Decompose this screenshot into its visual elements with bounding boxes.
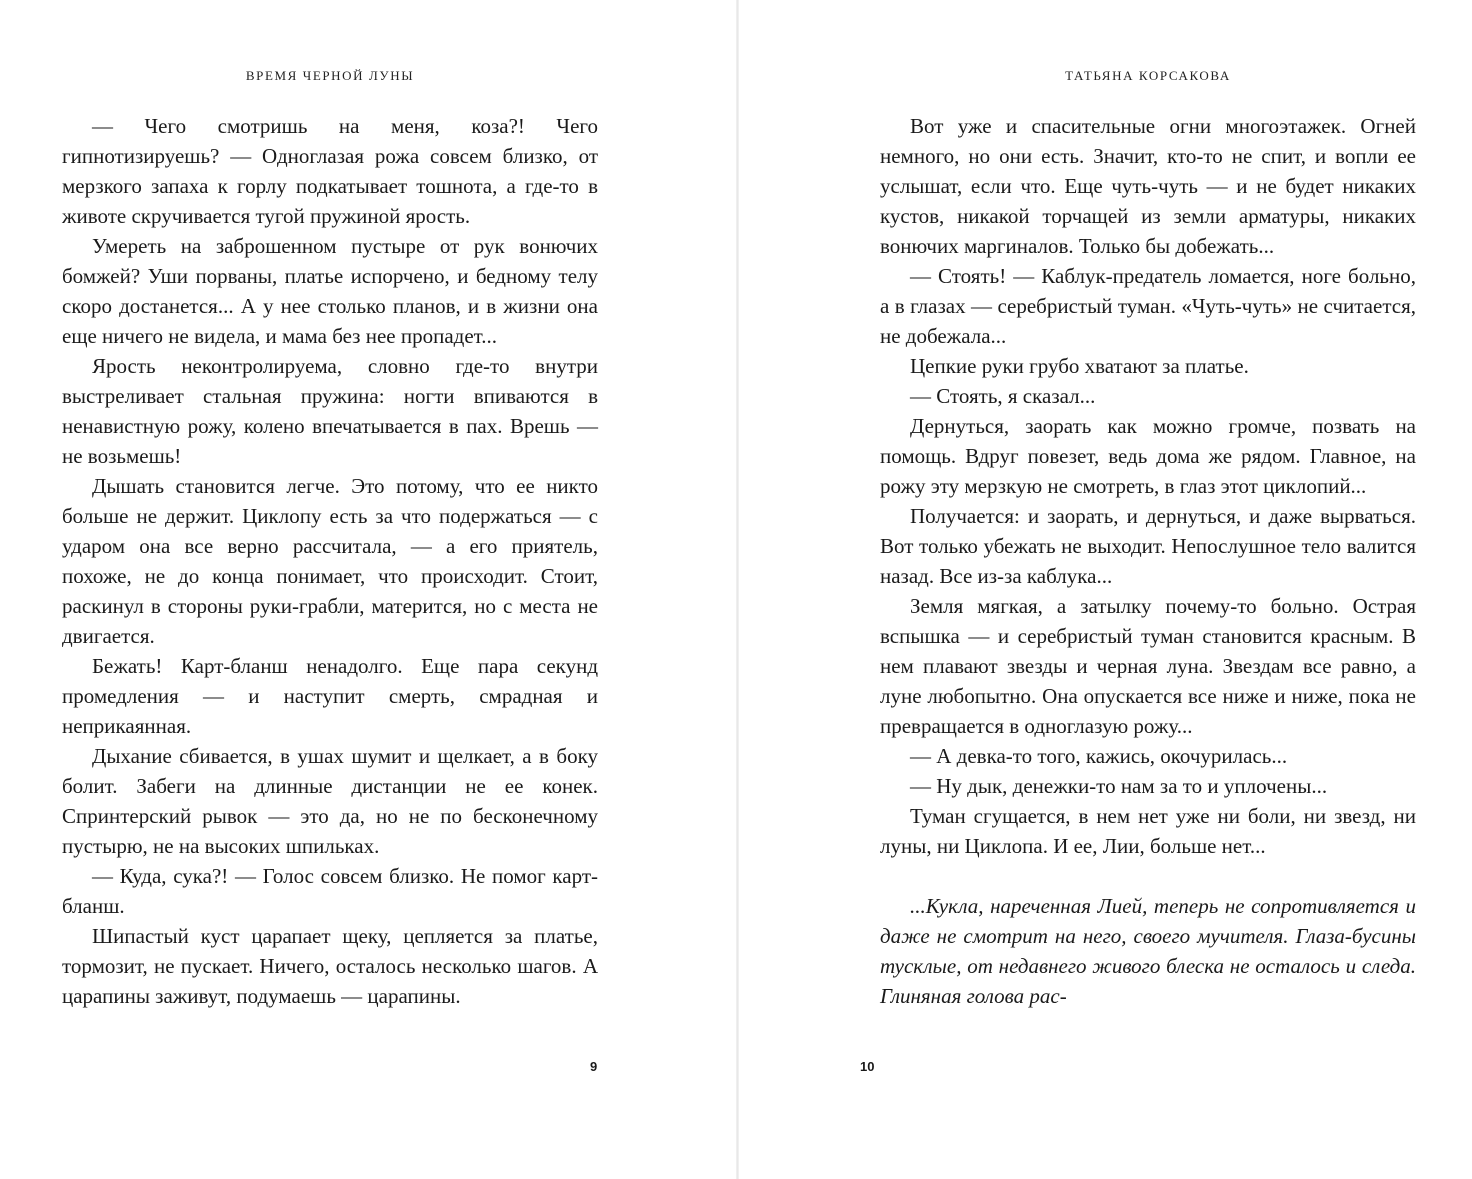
paragraph: Бежать! Карт-бланш ненадолго. Еще пара секунд промедления — и наступит смерть, смрадная и неприкаянная.: [62, 654, 598, 738]
right-page-text: [880, 111, 1416, 1011]
paragraph: — Стоять, я сказал...: [910, 384, 1096, 408]
paragraph: Дернуться, заорать как можно громче, позвать на помощь. Вдруг повезет, ведь дома же рядом. Главное, на рожу эту мерзкую не смотреть, в глаз этот циклопий...: [880, 414, 1416, 498]
paragraph: Земля мягкая, а затылку почему-то больно. Острая вспышка — и серебристый туман становится красным. В нем плавают звезды и черная луна. Звездам все равно, а луне любопытно. Она опускается все ниже и ниже, пока не превращается в одноглазую рожу...: [880, 594, 1416, 738]
page-number-left: 9: [590, 1059, 598, 1074]
right-page: [739, 0, 1472, 1179]
paragraph: — Стоять! — Каблук-предатель ломается, ноге больно, а в глазах — серебристый туман. «Чуть-чуть» не считается, не добежала...: [880, 264, 1416, 348]
paragraph: Дышать становится легче. Это потому, что ее никто больше не держит. Циклопу есть за что подержаться — с ударом она все верно рассчитала, — а его приятель, похоже, не до конца понимает, что происходит. Стоит, раскинул в стороны руки-грабли, матерится, но с места не двигается.: [62, 474, 598, 648]
paragraph: Цепкие руки грубо хватают за платье.: [910, 354, 1249, 378]
paragraph: Шипастый куст царапает щеку, цепляется за платье, тормозит, не пускает. Ничего, осталось несколько шагов. А царапины заживут, подумаешь — царапины.: [62, 924, 598, 1008]
running-head-right: ТАТЬЯНА КОРСАКОВА: [1065, 68, 1231, 83]
italic-paragraph: ...Кукла, нареченная Лией, теперь не сопротивляется и даже не смотрит на него, своего мучителя. Глаза-бусины тусклые, от недавнего живого блеска не осталось и следа. Глиняная голова рас-: [880, 894, 1416, 1008]
paragraph: — А девка-то того, кажись, окочурилась...: [910, 744, 1288, 768]
running-head-left: ВРЕМЯ ЧЕРНОЙ ЛУНЫ: [245, 68, 415, 83]
paragraph: Получается: и заорать, и дернуться, и даже вырваться. Вот только убежать не выходит. Непослушное тело валится назад. Все из-за каблука...: [880, 504, 1416, 588]
paragraph: Умереть на заброшенном пустыре от рук вонючих бомжей? Уши порваны, платье испорчено, и бедному телу скоро достанется... А у нее столько планов, и в жизни она еще ничего не видела, и мама без нее пропадет...: [62, 234, 598, 348]
paragraph: Дыхание сбивается, в ушах шумит и щелкает, а в боку болит. Забеги на длинные дистанции не ее конек. Спринтерский рывок — это да, но не по бесконечному пустырю, не на высоких шпильках.: [62, 744, 598, 858]
page-number-right: 10: [860, 1059, 875, 1074]
paragraph: — Чего смотришь на меня, коза?! Чего гипнотизируешь? — Одноглазая рожа совсем близко, от мерзкого запаха к горлу подкатывает тошнота, а где-то в животе скручивается тугой пружиной ярость.: [62, 114, 598, 228]
paragraph: Ярость неконтролируема, словно где-то внутри выстреливает стальная пружина: ногти впиваются в ненавистную рожу, колено впечатывается в пах. Врешь — не возьмешь!: [62, 354, 598, 468]
paragraph: — Куда, сука?! — Голос совсем близко. Не помог карт-бланш.: [62, 864, 598, 918]
paragraph: Туман сгущается, в нем нет уже ни боли, ни звезд, ни луны, ни Циклопа. И ее, Лии, больше нет...: [880, 804, 1416, 858]
paragraph: Вот уже и спасительные огни многоэтажек. Огней немного, но они есть. Значит, кто-то не спит, и вопли ее услышат, если что. Еще чуть-чуть — и не будет никаких кустов, никакой торчащей из земли арматуры, никаких вонючих маргиналов. Только бы добежать...: [880, 114, 1416, 258]
left-page-text: [62, 111, 598, 1011]
paragraph: — Ну дык, денежки-то нам за то и уплочены...: [910, 774, 1328, 798]
